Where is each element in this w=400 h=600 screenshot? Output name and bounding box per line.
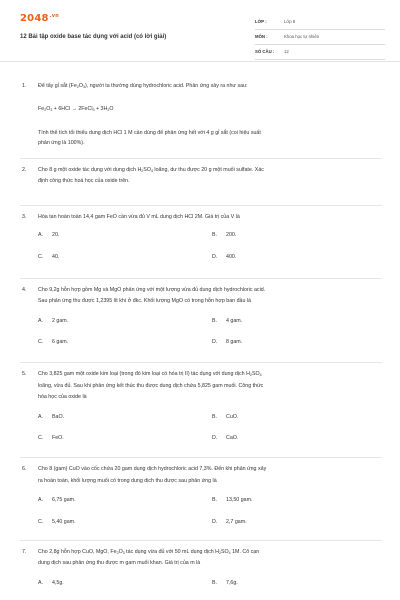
question-text-line: Cho 8 g một oxide tác dụng với dung dịch $H_2SO_4$ loãng, dư thu được 20 g một muối sulfate. Xác [38,167,264,173]
option-text: BaO. [52,414,65,420]
option-letter: A. [38,318,44,324]
question-text-line: Sau phản ứng thu được 1,2395 lít khí ở đkc. Khối lượng MgO có trong hỗn hợp ban đầu là [38,298,251,304]
question-divider [20,278,382,279]
meta-row-count [255,45,385,60]
answer-option-b[interactable] [212,497,253,503]
page-header [0,0,400,62]
question-text-line: Hòa tan hoàn toàn 14,4 gam FeO cần vừa đủ V mL dung dịch HCl 2M. Giá trị của V là [38,214,240,220]
document-meta [255,15,385,60]
option-letter: C. [38,519,44,525]
meta-value: 12 [284,49,289,54]
site-logo[interactable] [20,13,59,24]
option-text: 5,40 gam. [52,519,76,525]
option-text: 13,50 gam. [226,497,253,503]
option-letter: B. [212,580,218,586]
answer-option-a[interactable] [38,414,64,420]
answer-option-b[interactable] [212,232,236,238]
meta-row-subject [255,30,385,45]
option-text: 8 gam. [226,339,243,345]
question-divider [20,158,382,159]
question-text-line: Cho 8 (gam) CuO vào cốc chứa 20 gam dung dịch hydrochloric acid 7,3%. Đến khi phản ứng xảy [38,466,267,472]
option-text: 2 gam. [52,318,69,324]
meta-key: LỚP : [255,19,267,24]
option-letter: D. [212,339,218,345]
answer-option-c[interactable] [38,339,68,345]
answer-option-a[interactable] [38,497,76,503]
answer-option-b[interactable] [212,580,238,586]
question-divider [20,457,382,458]
answer-option-d[interactable] [212,339,242,345]
option-text: 400. [226,254,237,260]
question-number: 7. [22,549,27,555]
answer-option-a[interactable] [38,580,64,586]
option-letter: D. [212,519,218,525]
question-text-line: Để tẩy gỉ sắt $(Fe_2O_3)$, người ta thường dùng hydrochloric acid. Phản ứng xảy ra như sau: [38,83,248,89]
answer-option-b[interactable] [212,414,238,420]
question-number: 5. [22,371,27,377]
option-letter: D. [212,435,218,441]
question-text-line: định công thức hoá học của oxide trên. [38,178,130,184]
question-text-line: phản ứng là 100%). [38,140,85,146]
answer-option-c[interactable] [38,519,76,525]
question-number: 6. [22,466,27,472]
question-number: 3. [22,214,27,220]
logo-suffix: .vn [49,13,59,19]
option-letter: C. [38,435,44,441]
question-text-line: Tính thể tích tối thiểu dung dịch HCl 1 M cần dùng để phản ứng hết với 4 g gỉ sắt (coi hiệu suất [38,130,261,136]
option-text: FeO. [52,435,64,441]
answer-option-c[interactable] [38,254,59,260]
option-letter: A. [38,497,44,503]
option-text: 4,5g. [52,580,64,586]
answer-option-a[interactable] [38,318,68,324]
question-text-line: $Fe_2O_3 + 6HCl$ → 2FeCl$_3$ + $3H_2O$ [38,106,114,112]
option-letter: B. [212,497,218,503]
option-text: CaO. [226,435,239,441]
answer-option-a[interactable] [38,232,59,238]
option-text: 200. [226,232,237,238]
question-divider [20,540,382,541]
answer-option-d[interactable] [212,519,247,525]
option-letter: D. [212,254,218,260]
answer-option-d[interactable] [212,435,238,441]
meta-key: SỐ CÂU : [255,49,275,54]
question-text-line: hóa học của oxide là [38,394,87,400]
meta-key: MÔN : [255,34,268,39]
question-text-line: Cho 9,2g hỗn hợp gồm Mg và MgO phản ứng với một lượng vừa đủ dung dịch hydrochloric acid. [38,287,266,293]
option-text: 6,75 gam. [52,497,76,503]
option-text: 4 gam. [226,318,243,324]
document-title: 12 Bài tập oxide base tác dụng với acid (có lời giải) [20,34,167,40]
answer-option-c[interactable] [38,435,64,441]
option-letter: A. [38,580,44,586]
option-text: 2,7 gam. [226,519,247,525]
logo-main: 2048 [20,13,49,24]
answer-option-d[interactable] [212,254,236,260]
option-text: 6 gam. [52,339,69,345]
meta-row-class [255,15,385,30]
question-text-line: Cho 2,8g hỗn hợp CuO, MgO, $Fe_2O_3$ tác dụng vừa đủ với 50 mL dung dịch $H_2SO_4$ 1M. Cô cạn [38,549,260,555]
meta-value: Lớp 8 [284,19,296,24]
option-letter: B. [212,318,218,324]
option-letter: B. [212,232,218,238]
option-letter: B. [212,414,218,420]
answer-option-b[interactable] [212,318,242,324]
option-text: 40. [52,254,60,260]
question-divider [20,362,382,363]
option-text: CuO. [226,414,239,420]
question-text-line: Cho 3,825 gam một oxide kim loại (trong đó kim loại có hóa trị II) tác dụng với dung dịch $H_2SO_4$ [38,371,262,377]
question-text-line: ra hoàn toàn, khối lượng muối có trong dung dịch thu được sau phản ứng là [38,478,217,484]
option-letter: A. [38,232,44,238]
question-number: 1. [22,83,27,89]
option-text: 7,6g. [226,580,238,586]
option-letter: C. [38,254,44,260]
question-divider [20,205,382,206]
question-number: 4. [22,287,27,293]
question-number: 2. [22,167,27,173]
option-letter: A. [38,414,44,420]
option-text: 20. [52,232,60,238]
question-text-line: loãng, vừa đủ. Sau khi phản ứng kết thúc thu được dung dịch chứa 5,825 gam muối. Công thức [38,383,264,389]
option-letter: C. [38,339,44,345]
question-text-line: dung dịch sau phản ứng thu được m gam muối khan. Giá trị của m là [38,560,201,566]
meta-value: Khoa học tự nhiên [284,34,320,39]
